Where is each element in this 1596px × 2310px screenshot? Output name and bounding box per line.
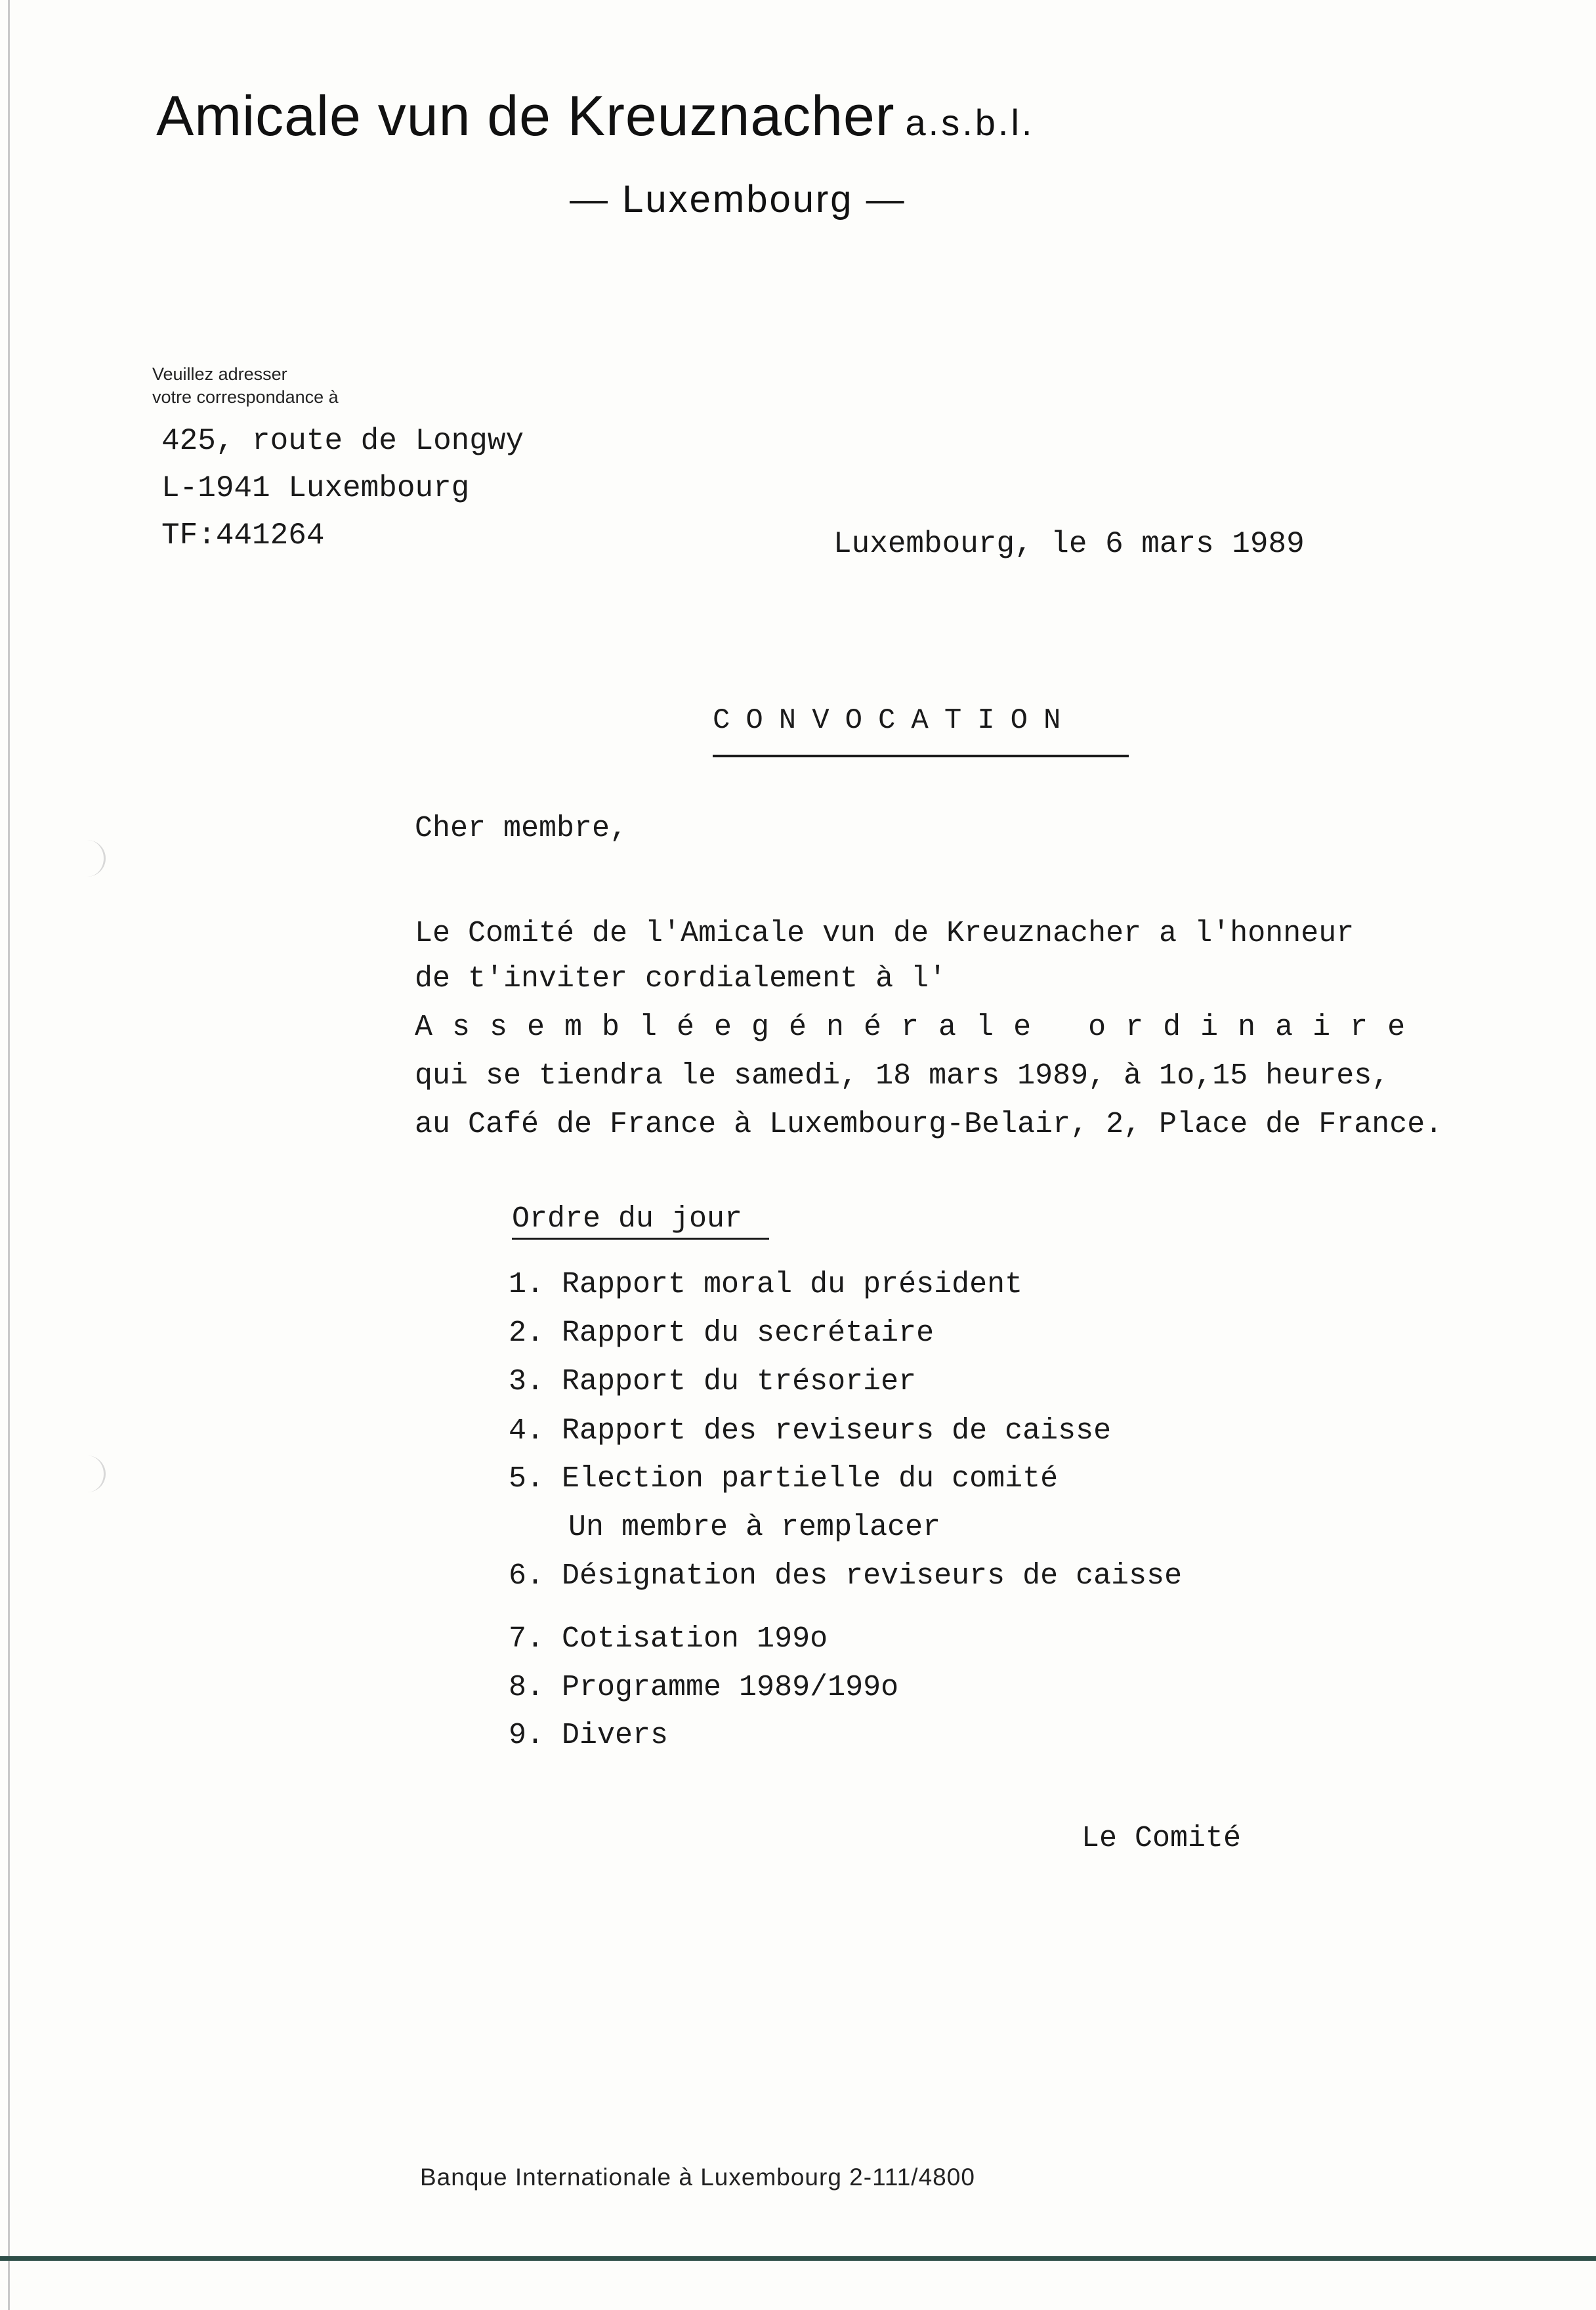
org-suffix: a.s.b.l.	[905, 102, 1035, 143]
body-line: de t'inviter cordialement à l'	[415, 962, 947, 996]
document-title: CONVOCATION	[713, 704, 1077, 737]
agenda-item: 3. Rapport du trésorier	[509, 1365, 917, 1398]
correspondence-note-line: votre correspondance à	[152, 387, 339, 407]
correspondence-note	[152, 363, 339, 409]
agenda-item: 1. Rapport moral du président	[509, 1268, 1023, 1301]
agenda-item: 9. Divers	[509, 1719, 669, 1752]
address-phone: TF:441264	[161, 518, 325, 553]
title-underline	[713, 755, 1129, 757]
page-edge	[8, 0, 10, 2310]
punch-hole	[84, 840, 106, 877]
body-line: qui se tiendra le samedi, 18 mars 1989, à 1o,15 heures,	[415, 1059, 1390, 1093]
address-street: 425, route de Longwy	[161, 424, 524, 458]
agenda-heading: Ordre du jour	[512, 1202, 743, 1236]
body-line-assembly: Assembléegénérale ordinaire	[415, 1011, 1425, 1044]
body-line: Le Comité de l'Amicale vun de Kreuznacher a l'honneur	[415, 917, 1354, 950]
salutation: Cher membre,	[415, 812, 628, 845]
correspondence-note-line: Veuillez adresser	[152, 364, 287, 384]
agenda-item: 7. Cotisation 199o	[509, 1622, 828, 1656]
letterhead-org-name	[156, 84, 1034, 149]
agenda-item: 5. Election partielle du comité	[509, 1462, 1059, 1496]
org-name-text: Amicale vun de Kreuznacher	[156, 85, 895, 148]
letter-date: Luxembourg, le 6 mars 1989	[833, 527, 1305, 561]
agenda-heading-underline	[512, 1238, 769, 1240]
letterhead-city: — Luxembourg —	[570, 178, 906, 220]
address-city: L-1941 Luxembourg	[161, 471, 470, 505]
agenda-item-subline: Un membre à remplacer	[568, 1511, 941, 1544]
body-line: au Café de France à Luxembourg-Belair, 2, Place de France.	[415, 1108, 1443, 1141]
agenda-item: 2. Rapport du secrétaire	[509, 1316, 934, 1350]
bottom-rule	[0, 2256, 1596, 2261]
footer-bank-details: Banque Internationale à Luxembourg 2-111/4800	[420, 2164, 975, 2191]
agenda-item: 4. Rapport des reviseurs de caisse	[509, 1414, 1112, 1448]
signature: Le Comité	[1082, 1822, 1242, 1855]
agenda-item: 8. Programme 1989/199o	[509, 1671, 899, 1704]
agenda-item: 6. Désignation des reviseurs de caisse	[509, 1559, 1183, 1593]
punch-hole	[84, 1456, 106, 1492]
